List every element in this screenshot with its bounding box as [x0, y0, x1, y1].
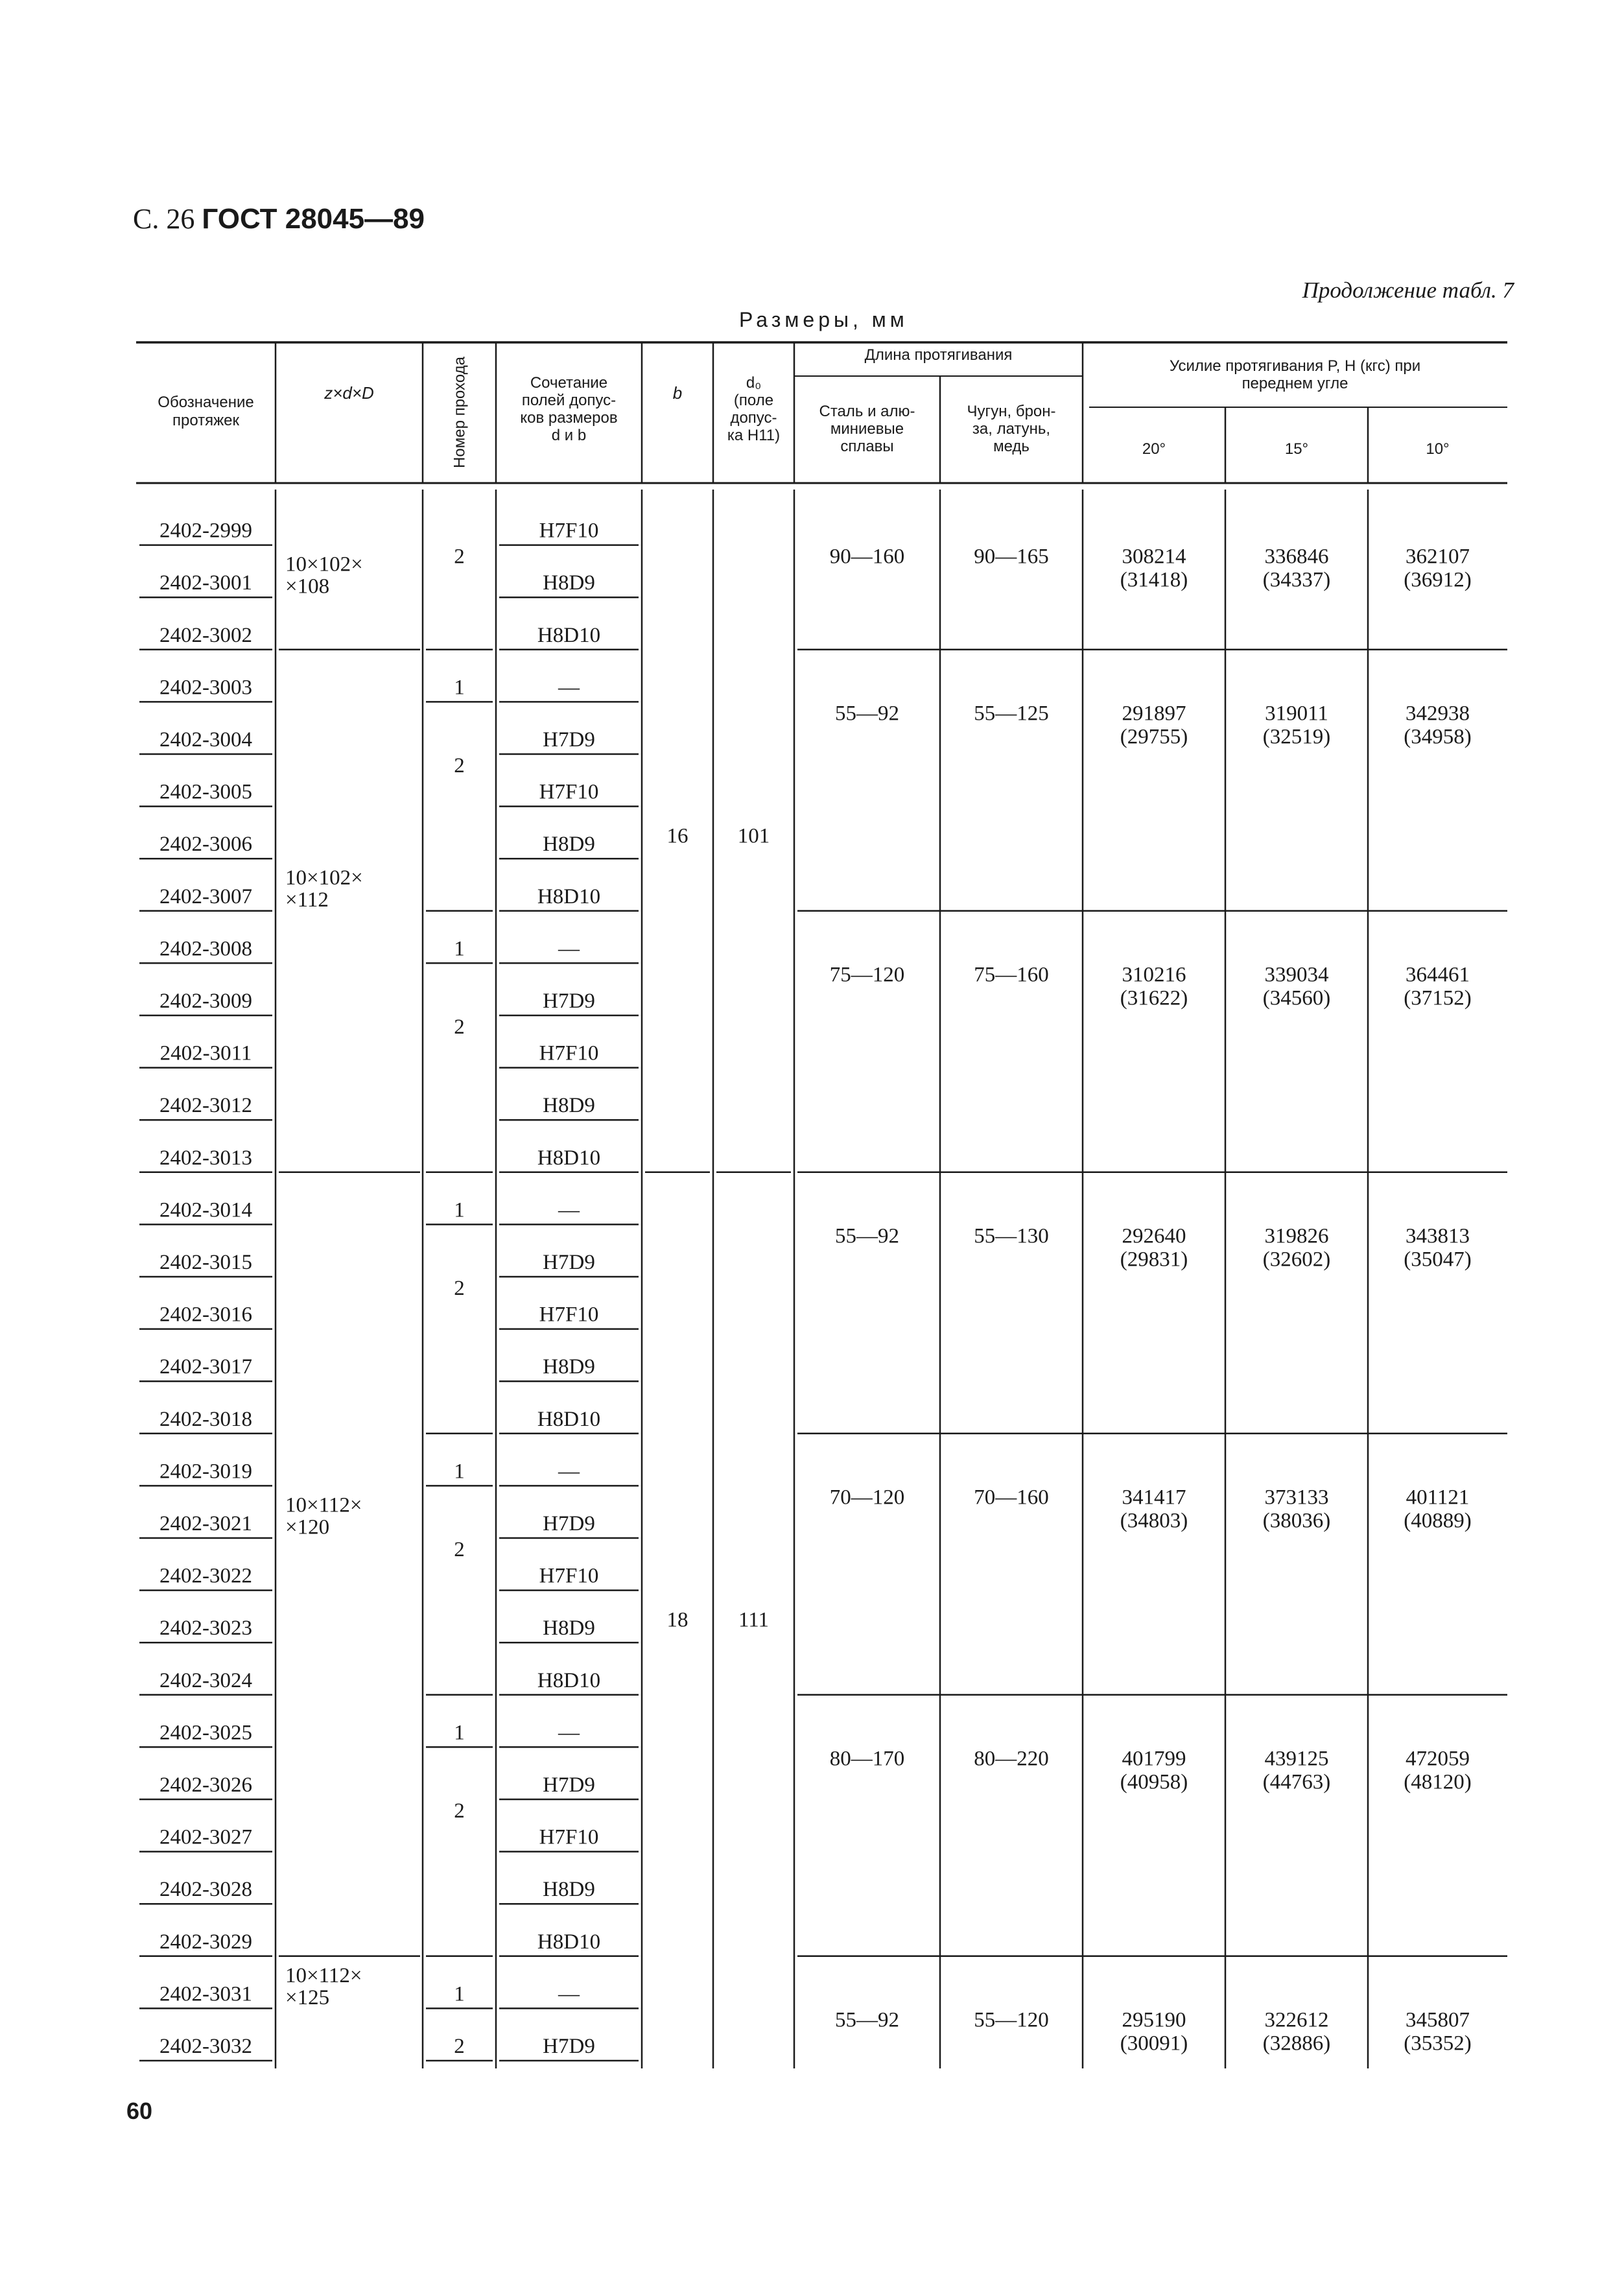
length-iron-cell: 80—220 [974, 1747, 1049, 1771]
force-20-kgf-cell: (29755) [1120, 725, 1188, 749]
force-15-kgf-cell: (34337) [1262, 568, 1331, 592]
zdD-cell: 10×112× [285, 1963, 362, 1987]
tolerance-cell: H8D10 [537, 1146, 601, 1170]
length-iron-cell: 55—120 [974, 2008, 1049, 2032]
length-iron-cell: 55—125 [974, 702, 1049, 726]
designation-cell: 2402-3031 [159, 1982, 252, 2006]
force-10-kgf-cell: (48120) [1404, 1770, 1472, 1794]
pass-number-cell: 2 [454, 1538, 465, 1561]
force-10-kgf-cell: (34958) [1404, 725, 1472, 749]
designation-cell: 2402-3006 [159, 833, 252, 857]
force-10-kgf-cell: (35352) [1404, 2031, 1472, 2055]
length-steel-cell: 80—170 [829, 1747, 905, 1771]
tolerance-cell: — [558, 1721, 580, 1745]
designation-cell: 2402-2999 [159, 519, 252, 543]
tolerance-cell: H8D9 [543, 833, 595, 857]
tolerance-cell: H7D9 [543, 728, 595, 752]
designation-cell: 2402-3018 [159, 1407, 252, 1431]
units-label: Размеры, мм [739, 308, 908, 331]
b-cell: 16 [666, 824, 688, 848]
zdD-cell: ×125 [285, 1985, 330, 2009]
length-iron-cell: 90—165 [974, 545, 1049, 569]
force-20-cell: 295190 [1122, 2008, 1186, 2032]
tolerance-cell: H8D9 [543, 1355, 595, 1379]
force-15-kgf-cell: (32519) [1262, 725, 1331, 749]
force-10-cell: 343813 [1406, 1224, 1470, 1248]
tolerance-cell: H8D10 [537, 884, 601, 908]
designation-cell: 2402-3015 [159, 1251, 252, 1274]
header-designation: Обозначение [158, 394, 254, 411]
header-iron: медь [993, 438, 1030, 455]
tolerance-cell: H7D9 [543, 2035, 595, 2058]
pass-number-cell: 2 [454, 545, 465, 569]
tolerance-cell: H8D9 [543, 571, 595, 595]
header-zdD: z×d×D [324, 383, 374, 403]
zdD-cell: ×108 [285, 574, 330, 598]
tolerance-cell: H7D9 [543, 1512, 595, 1535]
force-15-cell: 322612 [1264, 2008, 1329, 2032]
designation-cell: 2402-3019 [159, 1460, 252, 1484]
length-steel-cell: 90—160 [829, 545, 905, 569]
tolerance-cell: H7D9 [543, 989, 595, 1013]
designation-cell: 2402-3023 [159, 1616, 252, 1640]
pass-number-cell: 2 [454, 754, 465, 777]
force-15-cell: 339034 [1264, 963, 1329, 987]
designation-cell: 2402-3027 [159, 1825, 252, 1849]
tolerance-cell: — [558, 676, 580, 700]
designation-cell: 2402-3012 [159, 1094, 252, 1118]
designation-cell: 2402-3001 [159, 571, 252, 595]
force-10-kgf-cell: (36912) [1404, 568, 1472, 592]
designation-cell: 2402-3009 [159, 989, 252, 1013]
tolerance-cell: H8D9 [543, 1094, 595, 1118]
tolerance-cell: — [558, 1198, 580, 1222]
force-10-kgf-cell: (37152) [1404, 986, 1472, 1010]
designation-cell: 2402-3016 [159, 1303, 252, 1327]
length-iron-cell: 75—160 [974, 963, 1049, 987]
header-designation: протяжек [172, 412, 240, 429]
force-20-kgf-cell: (30091) [1120, 2031, 1188, 2055]
designation-cell: 2402-3032 [159, 2035, 252, 2058]
pass-number-cell: 2 [454, 2035, 465, 2058]
force-10-kgf-cell: (35047) [1404, 1248, 1472, 1272]
force-20-kgf-cell: (40958) [1120, 1770, 1188, 1794]
header-d0: ка H11) [727, 427, 781, 444]
designation-cell: 2402-3013 [159, 1146, 252, 1170]
zdD-cell: ×112 [285, 888, 329, 912]
designation-cell: 2402-3028 [159, 1878, 252, 1902]
page-number: 60 [126, 2098, 153, 2124]
tolerance-cell: H8D10 [537, 1930, 601, 1954]
header-tolerance: Сочетание [530, 374, 608, 392]
tolerance-cell: H8D10 [537, 1407, 601, 1431]
header-d0: (поле [733, 392, 774, 409]
pass-number-cell: 1 [454, 1460, 465, 1484]
tolerance-cell: — [558, 1982, 580, 2006]
header-angle: 15° [1284, 440, 1309, 458]
tolerance-cell: H7F10 [539, 1825, 599, 1849]
pass-number-cell: 1 [454, 676, 465, 700]
designation-cell: 2402-3026 [159, 1773, 252, 1797]
force-10-cell: 342938 [1406, 702, 1470, 726]
force-10-cell: 364461 [1406, 963, 1470, 987]
designation-cell: 2402-3014 [159, 1198, 252, 1222]
length-iron-cell: 70—160 [974, 1486, 1049, 1510]
force-20-cell: 291897 [1122, 702, 1186, 726]
header-b: b [672, 383, 683, 403]
length-steel-cell: 55—92 [835, 1224, 899, 1248]
header-iron: за, латунь, [972, 420, 1051, 438]
header-steel: Сталь и алю- [819, 403, 915, 420]
length-steel-cell: 70—120 [829, 1486, 905, 1510]
header-tolerance: полей допус- [521, 392, 617, 409]
pass-number-cell: 1 [454, 1198, 465, 1222]
force-15-kgf-cell: (34560) [1262, 986, 1331, 1010]
header-tolerance: d и b [551, 427, 587, 444]
force-20-kgf-cell: (31418) [1120, 568, 1188, 592]
pass-number-cell: 1 [454, 1721, 465, 1745]
force-20-cell: 310216 [1122, 963, 1186, 987]
designation-cell: 2402-3017 [159, 1355, 252, 1379]
tolerance-cell: H7F10 [539, 1303, 599, 1327]
tolerance-cell: H8D10 [537, 1668, 601, 1692]
tolerance-cell: H7F10 [539, 780, 599, 804]
header-length-group: Длина протягивания [864, 346, 1013, 364]
designation-cell: 2402-3002 [159, 623, 252, 647]
b-cell: 18 [666, 1608, 688, 1632]
force-15-cell: 439125 [1264, 1747, 1329, 1771]
designation-cell: 2402-3024 [159, 1668, 252, 1692]
designation-cell: 2402-3029 [159, 1930, 252, 1954]
tolerance-cell: — [558, 937, 580, 961]
length-steel-cell: 75—120 [829, 963, 905, 987]
designation-cell: 2402-3008 [159, 937, 252, 961]
force-20-kgf-cell: (29831) [1120, 1248, 1188, 1272]
header-force-group: Усилие протягивания P, Н (кгс) при [1169, 357, 1421, 375]
d0-cell: 111 [738, 1608, 770, 1632]
header-iron: Чугун, брон- [967, 403, 1056, 420]
zdD-cell: ×120 [285, 1515, 330, 1539]
force-20-cell: 401799 [1122, 1747, 1186, 1771]
force-20-kgf-cell: (31622) [1120, 986, 1188, 1010]
force-15-cell: 319011 [1265, 702, 1328, 726]
tolerance-cell: H8D9 [543, 1878, 595, 1902]
force-15-cell: 373133 [1264, 1486, 1329, 1510]
zdD-cell: 10×102× [285, 552, 363, 576]
header-force-group: переднем угле [1242, 375, 1348, 392]
zdD-cell: 10×102× [285, 866, 363, 890]
designation-cell: 2402-3004 [159, 728, 252, 752]
designation-cell: 2402-3011 [159, 1041, 252, 1065]
tolerance-cell: H7F10 [539, 519, 599, 543]
force-20-cell: 308214 [1122, 545, 1186, 569]
header-tolerance: ков размеров [520, 409, 618, 427]
tolerance-cell: H7F10 [539, 1041, 599, 1065]
pass-number-cell: 1 [454, 937, 465, 961]
tolerance-cell: H7D9 [543, 1251, 595, 1274]
zdD-cell: 10×112× [285, 1493, 362, 1517]
pass-number-cell: 2 [454, 1799, 465, 1823]
designation-cell: 2402-3003 [159, 676, 252, 700]
tolerance-cell: H8D10 [537, 623, 601, 647]
force-10-cell: 362107 [1406, 545, 1470, 569]
force-15-cell: 319826 [1264, 1224, 1329, 1248]
header-angle: 10° [1426, 440, 1450, 458]
force-15-kgf-cell: (32886) [1262, 2031, 1331, 2055]
header-d0: допус- [730, 409, 777, 427]
force-10-cell: 401121 [1406, 1486, 1470, 1510]
force-15-kgf-cell: (38036) [1262, 1509, 1331, 1533]
tolerance-cell: H7F10 [539, 1564, 599, 1588]
d0-cell: 101 [737, 824, 770, 848]
header-steel: миниевые [830, 420, 904, 438]
length-steel-cell: 55—92 [835, 2008, 899, 2032]
pass-number-cell: 2 [454, 1015, 465, 1039]
force-20-cell: 292640 [1122, 1224, 1186, 1248]
force-10-cell: 345807 [1406, 2008, 1470, 2032]
pass-number-cell: 2 [454, 1277, 465, 1300]
designation-cell: 2402-3021 [159, 1512, 252, 1535]
force-15-cell: 336846 [1264, 545, 1329, 569]
standard-title: ГОСТ 28045—89 [202, 203, 425, 235]
force-15-kgf-cell: (32602) [1262, 1248, 1331, 1272]
force-20-cell: 341417 [1122, 1486, 1186, 1510]
tolerance-cell: — [558, 1460, 580, 1484]
continuation-label: Продолжение табл. 7 [1302, 278, 1514, 303]
header-pass-number: Номер прохода [451, 357, 469, 468]
force-10-kgf-cell: (40889) [1404, 1509, 1472, 1533]
designation-cell: 2402-3007 [159, 884, 252, 908]
force-20-kgf-cell: (34803) [1120, 1509, 1188, 1533]
length-iron-cell: 55—130 [974, 1224, 1049, 1248]
designation-cell: 2402-3005 [159, 780, 252, 804]
header-steel: сплавы [840, 438, 894, 455]
header-d0: d₀ [746, 374, 762, 392]
force-10-cell: 472059 [1406, 1747, 1470, 1771]
designation-cell: 2402-3025 [159, 1721, 252, 1745]
tolerance-cell: H8D9 [543, 1616, 595, 1640]
page-header-prefix: С. 26 [133, 203, 195, 235]
force-15-kgf-cell: (44763) [1262, 1770, 1331, 1794]
pass-number-cell: 1 [454, 1982, 465, 2006]
length-steel-cell: 55—92 [835, 702, 899, 726]
tolerance-cell: H7D9 [543, 1773, 595, 1797]
designation-cell: 2402-3022 [159, 1564, 252, 1588]
header-angle: 20° [1142, 440, 1166, 458]
